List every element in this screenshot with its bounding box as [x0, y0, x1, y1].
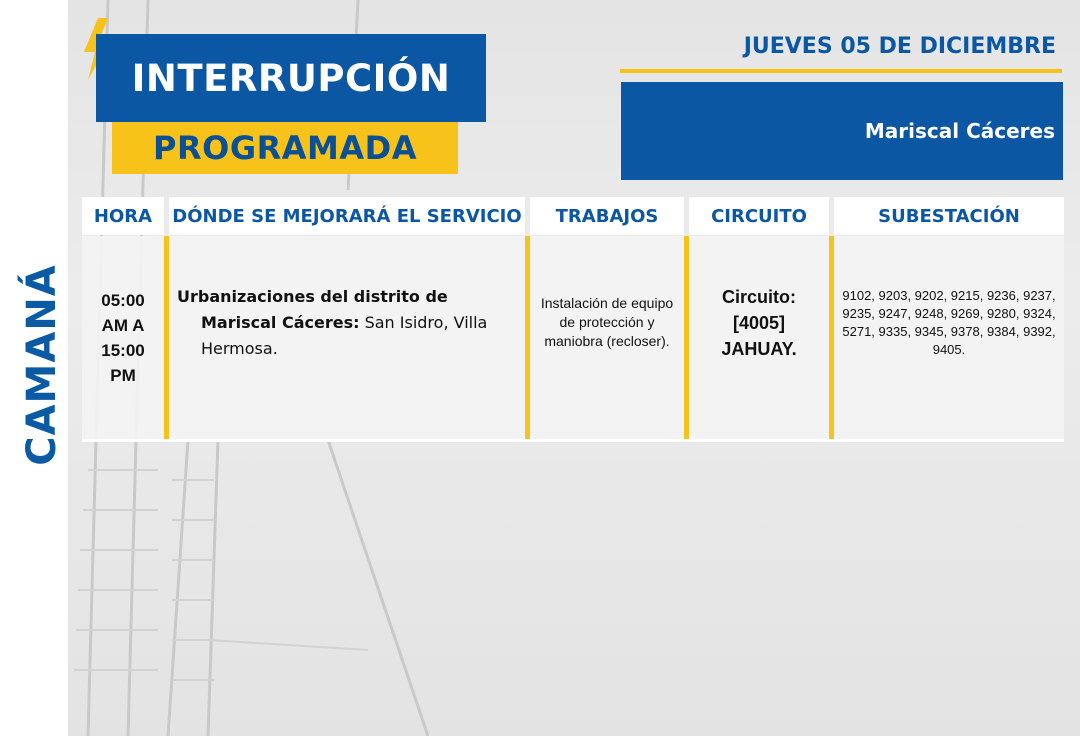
header-circuito: CIRCUITO: [689, 197, 829, 235]
header-subestacion: SUBESTACIÓN: [834, 197, 1064, 235]
hora-line-4: PM: [110, 365, 136, 385]
date-underline: [620, 69, 1062, 73]
circuito-line-2: [4005]: [732, 312, 786, 333]
subestacion-text: 9102, 9203, 9202, 9215, 9236, 9237, 9235, 9247, 9248, 9269, 9280, 9324, 5271, 9335, 9345, 9378, 9384, 9392, 9405.: [842, 287, 1056, 357]
hora-line-1: 05:00: [101, 290, 145, 310]
donde-bold-2: Mariscal Cáceres:: [201, 312, 360, 332]
cell-circuito: [689, 236, 829, 439]
title-line-2: PROGRAMADA: [153, 129, 417, 167]
donde-text: [169, 284, 525, 362]
header-trabajos: TRABAJOS: [530, 197, 684, 235]
subtitle-banner: [112, 122, 458, 174]
circuito-line-1: Circuito:: [722, 286, 796, 307]
donde-line-2: [177, 310, 519, 336]
location-side-label: [2, 250, 82, 480]
donde-rest: San Isidro, Villa: [359, 312, 488, 332]
donde-line-3: Hermosa.: [201, 338, 278, 358]
donde-bold-1: Urbanizaciones del distrito de: [177, 286, 448, 306]
cell-subestacion: [834, 236, 1064, 439]
circuito-line-3: JAHUAY.: [721, 338, 797, 359]
table-header-row: [82, 197, 1064, 235]
cell-hora: [82, 236, 164, 439]
hora-line-3: 15:00: [101, 340, 145, 360]
district-name: Mariscal Cáceres: [864, 119, 1055, 143]
cell-trabajos: [530, 236, 684, 439]
cell-donde: [169, 236, 525, 439]
header-hora: HORA: [82, 197, 164, 235]
district-box: [621, 82, 1063, 180]
header-donde: DÓNDE SE MEJORARÁ EL SERVICIO: [169, 197, 525, 235]
date-label: JUEVES 05 DE DICIEMBRE: [743, 34, 1056, 59]
location-name: CAMANÁ: [19, 264, 66, 466]
title-line-1: INTERRUPCIÓN: [131, 56, 451, 100]
title-banner: [96, 34, 486, 122]
schedule-table: [82, 197, 1064, 442]
hora-line-2: AM A: [101, 315, 145, 335]
trabajos-text: Instalación de equipo de protección y maniobra (recloser).: [540, 295, 674, 349]
table-row: [82, 236, 1064, 442]
